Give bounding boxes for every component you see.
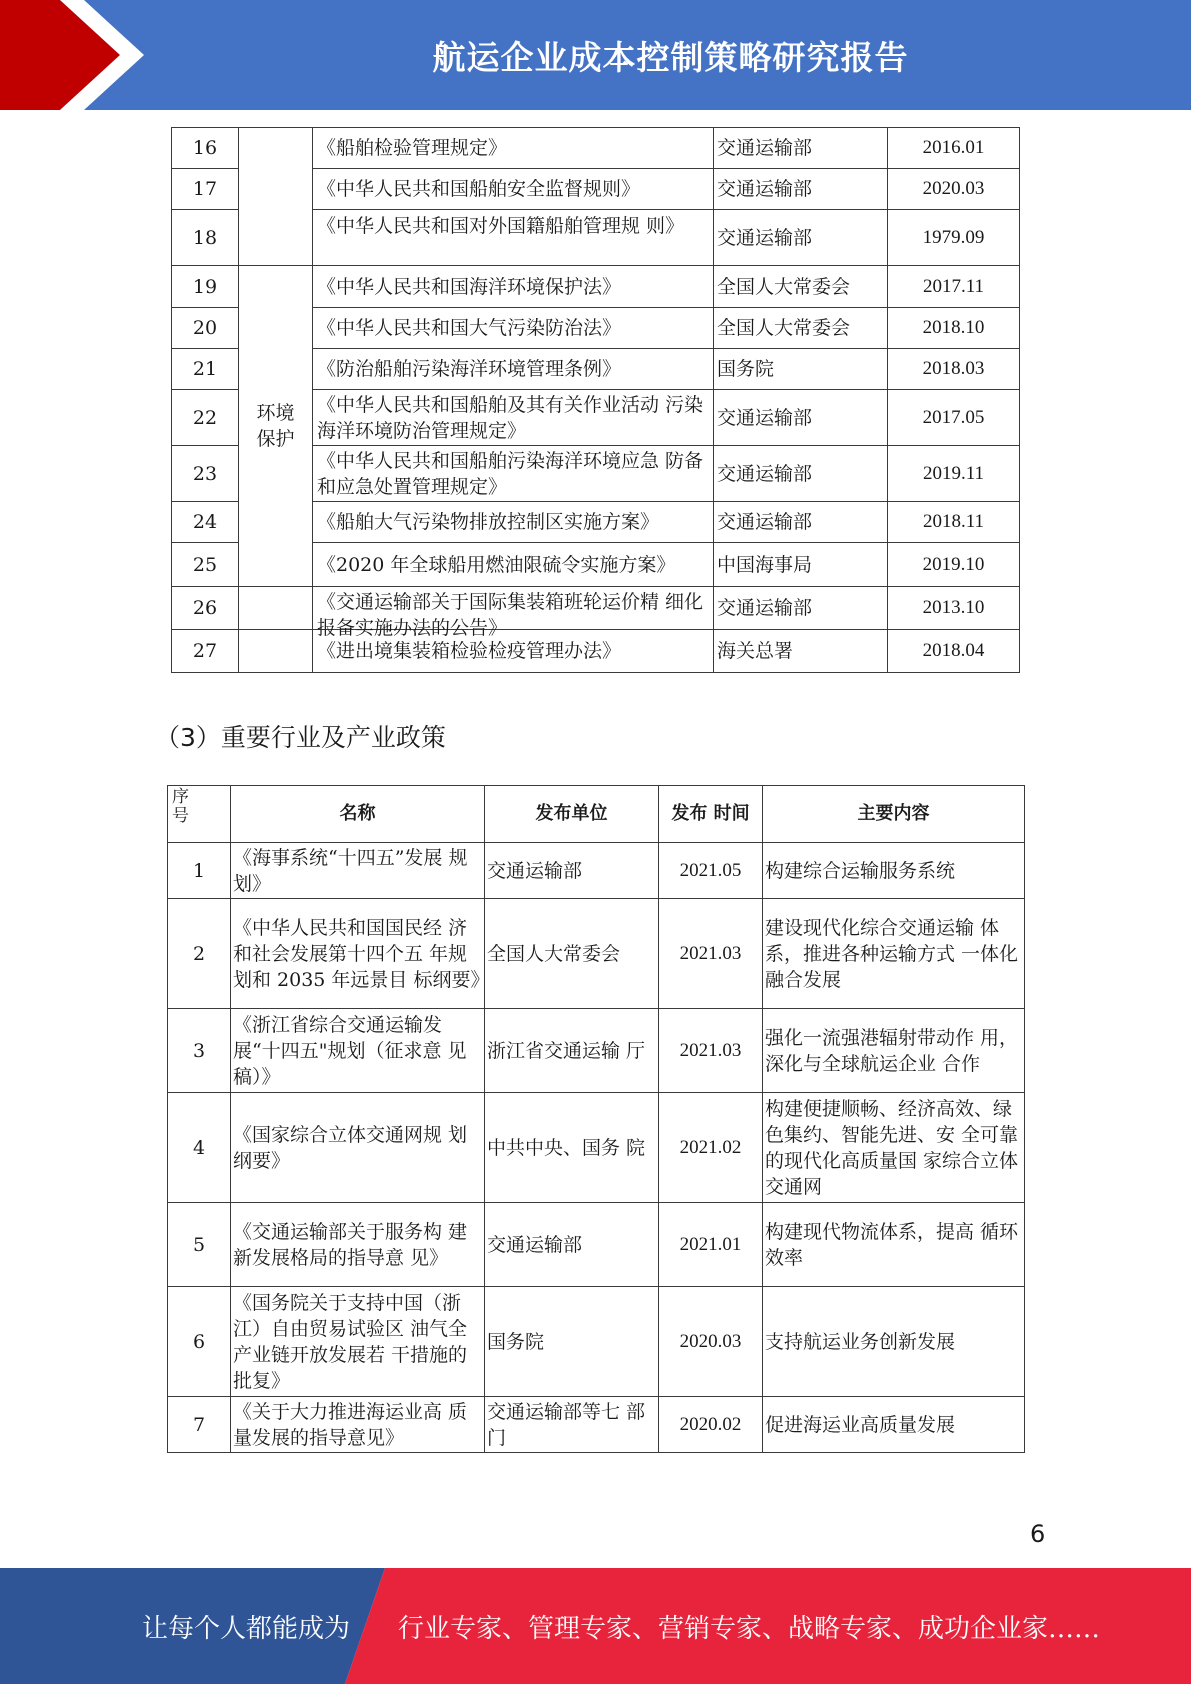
issue-date: 2020.03: [888, 169, 1020, 210]
issuing-unit: 交通运输部: [485, 843, 659, 899]
row-number: 1: [168, 843, 231, 899]
issuing-department: 全国人大常委会: [714, 308, 888, 349]
row-number: 21: [172, 349, 239, 390]
row-number: 5: [168, 1203, 231, 1287]
policies-table-wrapper: [167, 785, 1024, 1452]
table-row: [168, 899, 1025, 1009]
issue-date: 2021.02: [659, 1093, 763, 1203]
table-row: [172, 630, 1020, 673]
main-content: 支持航运业务创新发展: [763, 1287, 1025, 1397]
main-content: 促进海运业高质量发展: [763, 1397, 1025, 1453]
regulation-name: 《中华人民共和国对外国籍船舶管理规 则》: [313, 210, 714, 266]
issuing-department: 全国人大常委会: [714, 266, 888, 308]
policy-name: 《国务院关于支持中国（浙江）自由贸易试验区 油气全产业链开放发展若 干措施的批复》: [231, 1287, 485, 1397]
regulation-name: 《中华人民共和国海洋环境保护法》: [313, 266, 714, 308]
category-cell: [239, 128, 313, 266]
header-arrow-decoration: [0, 0, 160, 110]
regulation-name: 《中华人民共和国船舶污染海洋环境应急 防备和应急处置管理规定》: [313, 446, 714, 502]
issuing-unit: 中共中央、国务 院: [485, 1093, 659, 1203]
issue-date: 1979.09: [888, 210, 1020, 266]
regulation-name: 《船舶检验管理规定》: [313, 128, 714, 169]
row-number: 24: [172, 502, 239, 543]
col-header-content: 主要内容: [763, 786, 1025, 843]
table-row: [168, 843, 1025, 899]
regulation-name: 《船舶大气污染物排放控制区实施方案》: [313, 502, 714, 543]
regulation-name: 《中华人民共和国船舶安全监督规则》: [313, 169, 714, 210]
issue-date: 2020.02: [659, 1397, 763, 1453]
table-row: [168, 1397, 1025, 1453]
row-number: 3: [168, 1009, 231, 1093]
issuing-department: 交通运输部: [714, 446, 888, 502]
regulation-name: 《中华人民共和国大气污染防治法》: [313, 308, 714, 349]
category-cell: [239, 630, 313, 673]
regulation-name: 《进出境集装箱检验检疫管理办法》: [313, 630, 714, 673]
issuing-unit: 全国人大常委会: [485, 899, 659, 1009]
table-row: [172, 266, 1020, 308]
policy-name: 《交通运输部关于服务构 建新发展格局的指导意 见》: [231, 1203, 485, 1287]
row-number: 19: [172, 266, 239, 308]
row-number: 27: [172, 630, 239, 673]
issue-date: 2021.03: [659, 899, 763, 1009]
row-number: 17: [172, 169, 239, 210]
page-header: [0, 0, 1191, 110]
main-content: 建设现代化综合交通运输 体系，推进各种运输方式 一体化融合发展: [763, 899, 1025, 1009]
issue-date: 2021.01: [659, 1203, 763, 1287]
issuing-department: 海关总署: [714, 630, 888, 673]
section-heading: （3）重要行业及产业政策: [155, 723, 446, 752]
issue-date: 2020.03: [659, 1287, 763, 1397]
row-number: 6: [168, 1287, 231, 1397]
table-row: [172, 587, 1020, 630]
row-number: 26: [172, 587, 239, 630]
issuing-department: 交通运输部: [714, 390, 888, 446]
issuing-department: 交通运输部: [714, 502, 888, 543]
footer-slogan-left: 让每个人都能成为: [142, 1613, 351, 1644]
page-number: 6: [1030, 1520, 1046, 1548]
issuing-unit: 国务院: [485, 1287, 659, 1397]
issuing-unit: 浙江省交通运输 厅: [485, 1009, 659, 1093]
main-content: 构建便捷顺畅、经济高效、绿色集约、智能先进、安 全可靠的现代化高质量国 家综合立体交通网: [763, 1093, 1025, 1203]
table-row: [168, 1009, 1025, 1093]
row-number: 25: [172, 543, 239, 587]
report-title: 航运企业成本控制策略研究报告: [432, 37, 909, 77]
category-cell: [239, 587, 313, 630]
issue-date: 2018.04: [888, 630, 1020, 673]
issuing-department: 交通运输部: [714, 210, 888, 266]
table-header-row: [168, 786, 1025, 843]
issuing-department: 交通运输部: [714, 169, 888, 210]
issue-date: 2019.11: [888, 446, 1020, 502]
issue-date: 2019.10: [888, 543, 1020, 587]
row-number: 2: [168, 899, 231, 1009]
regulation-name: 《防治船舶污染海洋环境管理条例》: [313, 349, 714, 390]
policy-name: 《关于大力推进海运业高 质量发展的指导意见》: [231, 1397, 485, 1453]
regulation-name: 《2020 年全球船用燃油限硫令实施方案》: [313, 543, 714, 587]
col-header-time: 发布 时间: [659, 786, 763, 843]
issue-date: 2017.11: [888, 266, 1020, 308]
main-content: 强化一流强港辐射带动作 用，深化与全球航运企业 合作: [763, 1009, 1025, 1093]
issue-date: 2018.10: [888, 308, 1020, 349]
table-row: [168, 1203, 1025, 1287]
industry-policies-table: [167, 785, 1025, 1453]
page-footer: [0, 1568, 1191, 1684]
issue-date: 2017.05: [888, 390, 1020, 446]
main-content: 构建综合运输服务系统: [763, 843, 1025, 899]
issuing-department: 交通运输部: [714, 128, 888, 169]
row-number: 23: [172, 446, 239, 502]
main-content: 构建现代物流体系，提高 循环效率: [763, 1203, 1025, 1287]
category-environment: 环境保护: [239, 266, 313, 587]
policy-name: 《海事系统“十四五”发展 规划》: [231, 843, 485, 899]
issuing-department: 交通运输部: [714, 587, 888, 630]
row-number: 20: [172, 308, 239, 349]
policy-name: 《浙江省综合交通运输发 展“十四五"规划（征求意 见稿）》: [231, 1009, 485, 1093]
footer-slogan-right: 行业专家、管理专家、营销专家、战略专家、成功企业家……: [398, 1613, 1101, 1644]
table-row: [172, 128, 1020, 169]
regulations-table: [171, 127, 1020, 673]
issue-date: 2021.03: [659, 1009, 763, 1093]
row-number: 4: [168, 1093, 231, 1203]
row-number: 22: [172, 390, 239, 446]
table-row: [168, 1287, 1025, 1397]
policy-name: 《国家综合立体交通网规 划纲要》: [231, 1093, 485, 1203]
issue-date: 2016.01: [888, 128, 1020, 169]
regulation-name: 《中华人民共和国船舶及其有关作业活动 污染海洋环境防治管理规定》: [313, 390, 714, 446]
col-header-unit: 发布单位: [485, 786, 659, 843]
policy-name: 《中华人民共和国国民经 济和社会发展第十四个五 年规划和 2035 年远景目 标纲要》: [231, 899, 485, 1009]
issue-date: 2018.03: [888, 349, 1020, 390]
row-number: 16: [172, 128, 239, 169]
issue-date: 2013.10: [888, 587, 1020, 630]
issuing-department: 中国海事局: [714, 543, 888, 587]
issuing-unit: 交通运输部等七 部门: [485, 1397, 659, 1453]
issuing-department: 国务院: [714, 349, 888, 390]
table-row: [168, 1093, 1025, 1203]
row-number: 7: [168, 1397, 231, 1453]
row-number: 18: [172, 210, 239, 266]
col-header-name: 名称: [231, 786, 485, 843]
regulation-name: 《交通运输部关于国际集装箱班轮运价精 细化报备实施办法的公告》: [313, 587, 714, 630]
issue-date: 2018.11: [888, 502, 1020, 543]
col-header-seq: 序号: [168, 786, 231, 843]
issuing-unit: 交通运输部: [485, 1203, 659, 1287]
issue-date: 2021.05: [659, 843, 763, 899]
